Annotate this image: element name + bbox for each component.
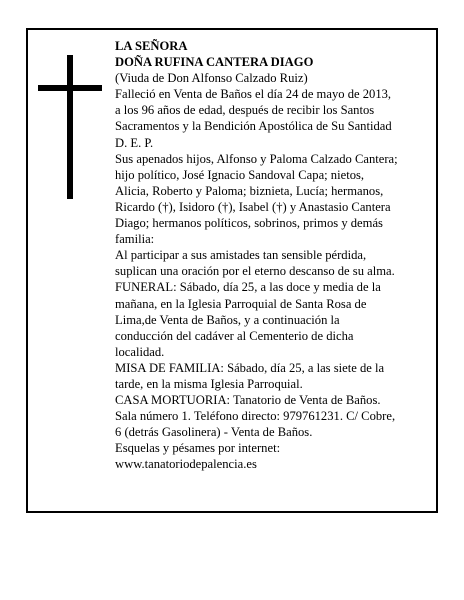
text-line: tarde, en la misma Iglesia Parroquial. bbox=[115, 376, 303, 391]
text-line: Al participar a sus amistades tan sensible pérdida, bbox=[115, 248, 367, 263]
text-line: Ricardo (†), Isidoro (†), Isabel (†) y Anastasio Cantera bbox=[115, 199, 391, 214]
text-line: Falleció en Venta de Baños el día 24 de mayo de 2013, bbox=[115, 87, 392, 102]
deceased-name: DOÑA RUFINA CANTERA DIAGO bbox=[115, 55, 314, 70]
funeral-home-line: CASA MORTUORIA: Tanatorio de Venta de Baños. bbox=[115, 393, 381, 408]
funeral-line: FUNERAL: Sábado, día 25, a las doce y media de la bbox=[115, 280, 381, 295]
text-line: localidad. bbox=[115, 344, 165, 359]
rip-line: D. E. P. bbox=[115, 135, 154, 150]
text-line: 6 (detrás Gasolinera) - Venta de Baños. bbox=[115, 425, 313, 440]
text-line: Sacramentos y la Bendición Apostólica de Su Santidad bbox=[115, 119, 392, 134]
cross-icon bbox=[38, 55, 102, 199]
text-line: hijo político, José Ignacio Sandoval Capa; nietos, bbox=[115, 167, 365, 182]
text-line: Diago; hermanos políticos, sobrinos, primos y demás bbox=[115, 216, 383, 231]
text-line: Sus apenados hijos, Alfonso y Paloma Calzado Cantera; bbox=[115, 151, 398, 166]
text-line: Alicia, Roberto y Paloma; biznieta, Lucía; hermanos, bbox=[115, 183, 384, 198]
text-line: mañana, en la Iglesia Parroquial de Santa Rosa de bbox=[115, 296, 367, 311]
text-line: a los 96 años de edad, después de recibir los Santos bbox=[115, 103, 375, 118]
obituary-text bbox=[115, 38, 427, 473]
widow-of: (Viuda de Don Alfonso Calzado Ruiz) bbox=[115, 71, 308, 86]
text-line: familia: bbox=[115, 232, 155, 247]
text-line: Lima,de Venta de Baños, y a continuación la bbox=[115, 312, 340, 327]
website-link[interactable]: www.tanatoriodepalencia.es bbox=[115, 457, 257, 472]
cross-vertical-bar bbox=[67, 55, 73, 199]
mass-line: MISA DE FAMILIA: Sábado, día 25, a las siete de la bbox=[115, 360, 385, 375]
cross-horizontal-bar bbox=[38, 85, 102, 91]
text-line: suplican una oración por el eterno descanso de su alma. bbox=[115, 264, 395, 279]
heading-title: LA SEÑORA bbox=[115, 39, 188, 53]
text-line: conducción del cadáver al Cementerio de dicha bbox=[115, 328, 354, 343]
text-line: Sala número 1. Teléfono directo: 979761231. C/ Cobre, bbox=[115, 409, 396, 424]
internet-line: Esquelas y pésames por internet: bbox=[115, 441, 281, 456]
